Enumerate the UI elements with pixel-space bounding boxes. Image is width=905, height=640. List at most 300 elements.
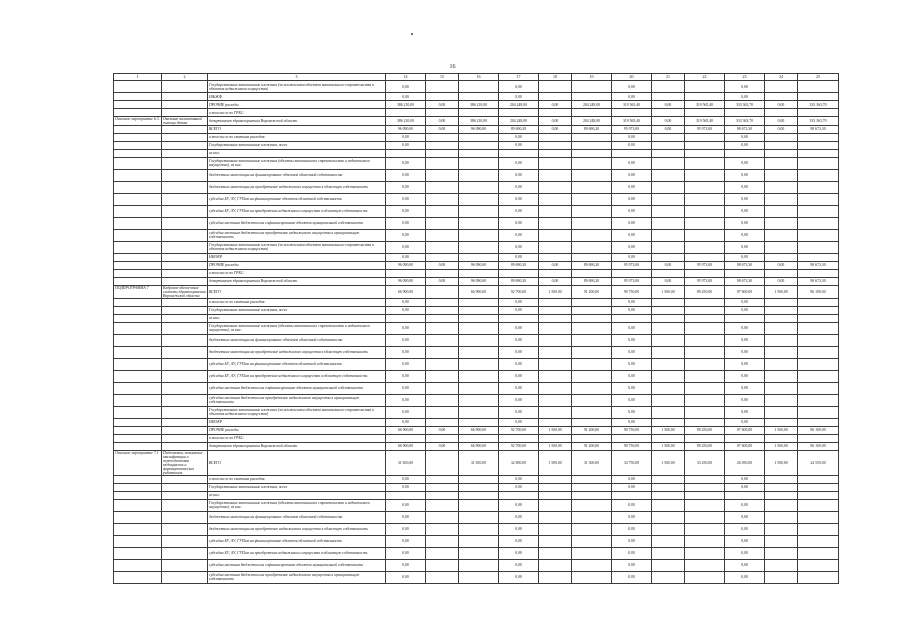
value-cell: 89 690,20	[499, 125, 539, 133]
expense-item-cell: субсидии местным бюджетам на софинансирование объектов муниципальной собственности	[208, 559, 386, 571]
value-cell	[572, 81, 612, 93]
value-cell	[459, 523, 499, 535]
expense-item-cell: Государственные капитальные вложения, всего	[208, 483, 386, 491]
activity-cell	[114, 241, 162, 253]
value-cell	[765, 571, 798, 583]
header-cell: 18	[539, 74, 572, 81]
value-cell: 1 500,00	[539, 442, 572, 450]
value-cell: 0,00	[652, 101, 685, 109]
value-cell	[572, 133, 612, 141]
value-cell: 86 100,00	[798, 285, 839, 298]
value-cell	[426, 358, 459, 370]
value-cell	[539, 217, 572, 229]
value-cell	[765, 306, 798, 314]
value-cell	[685, 253, 725, 261]
value-cell	[539, 370, 572, 382]
value-cell	[539, 93, 572, 101]
value-cell	[652, 394, 685, 406]
value-cell: 0,00	[386, 418, 426, 426]
value-cell	[652, 253, 685, 261]
value-cell	[725, 269, 765, 277]
value-cell	[765, 499, 798, 511]
value-cell	[798, 535, 839, 547]
table-row	[114, 125, 839, 133]
value-cell	[685, 149, 725, 157]
value-cell: 0,00	[725, 306, 765, 314]
value-cell: 95 973,00	[612, 277, 652, 285]
value-cell	[459, 483, 499, 491]
value-cell	[798, 269, 839, 277]
value-cell	[652, 181, 685, 193]
value-cell: 98 673,30	[725, 125, 765, 133]
value-cell: 90 750,00	[612, 285, 652, 298]
value-cell	[652, 109, 685, 117]
value-cell: 319 565,40	[685, 117, 725, 126]
value-cell: 0,00	[725, 382, 765, 394]
value-cell	[539, 394, 572, 406]
value-cell	[685, 298, 725, 306]
value-cell	[652, 382, 685, 394]
value-cell: 0,00	[725, 181, 765, 193]
activity-title-cell	[162, 125, 208, 133]
table-row	[114, 306, 839, 314]
value-cell	[798, 217, 839, 229]
activity-title-cell	[162, 109, 208, 117]
value-cell	[798, 370, 839, 382]
value-cell	[426, 346, 459, 358]
value-cell: 0,00	[725, 406, 765, 418]
value-cell	[459, 535, 499, 547]
value-cell: 0,00	[499, 229, 539, 241]
value-cell	[765, 269, 798, 277]
value-cell	[426, 133, 459, 141]
table-row	[114, 141, 839, 149]
table-row	[114, 109, 839, 117]
activity-title-cell	[162, 322, 208, 334]
activity-title-cell	[162, 346, 208, 358]
value-cell	[765, 322, 798, 334]
value-cell	[539, 253, 572, 261]
value-cell: 204 248,00	[572, 101, 612, 109]
value-cell: 0,00	[612, 217, 652, 229]
value-cell	[426, 217, 459, 229]
value-cell: 0,00	[539, 277, 572, 285]
expense-item-cell: ИЖЖФ	[208, 93, 386, 101]
value-cell: 87 600,00	[725, 442, 765, 450]
activity-title-cell	[162, 358, 208, 370]
value-cell	[798, 571, 839, 583]
value-cell	[798, 334, 839, 346]
value-cell: 92 700,00	[499, 426, 539, 434]
value-cell	[612, 434, 652, 442]
activity-cell	[114, 322, 162, 334]
value-cell: 0,00	[725, 93, 765, 101]
value-cell	[765, 382, 798, 394]
value-cell	[798, 547, 839, 559]
value-cell	[426, 523, 459, 535]
value-cell	[652, 193, 685, 205]
value-cell: 0,00	[725, 205, 765, 217]
value-cell	[459, 499, 499, 511]
value-cell	[572, 547, 612, 559]
activity-cell	[114, 406, 162, 418]
table-row	[114, 193, 839, 205]
table-row	[114, 169, 839, 181]
value-cell	[459, 511, 499, 523]
value-cell	[685, 406, 725, 418]
value-cell	[685, 193, 725, 205]
value-cell	[725, 149, 765, 157]
value-cell	[426, 314, 459, 322]
value-cell	[798, 559, 839, 571]
expense-item-cell: в том числе по статьям расходов:	[208, 475, 386, 483]
table-row	[114, 511, 839, 523]
value-cell	[765, 133, 798, 141]
value-cell	[765, 511, 798, 523]
value-cell	[539, 141, 572, 149]
value-cell	[386, 491, 426, 499]
activity-title-cell	[162, 370, 208, 382]
value-cell: 0,00	[499, 241, 539, 253]
value-cell: 32 800,00	[499, 450, 539, 475]
expense-item-cell: Государственные капитальные вложения, всего	[208, 306, 386, 314]
value-cell	[459, 269, 499, 277]
table-row	[114, 535, 839, 547]
value-cell	[652, 93, 685, 101]
value-cell	[459, 394, 499, 406]
value-cell	[798, 322, 839, 334]
value-cell	[572, 394, 612, 406]
value-cell	[426, 141, 459, 149]
table-row	[114, 426, 839, 434]
value-cell	[572, 418, 612, 426]
value-cell	[765, 253, 798, 261]
activity-title-cell	[162, 511, 208, 523]
activity-title-cell	[162, 426, 208, 434]
value-cell: 0,00	[612, 334, 652, 346]
value-cell: 0,00	[725, 217, 765, 229]
value-cell	[652, 499, 685, 511]
table-row	[114, 491, 839, 499]
value-cell: 0,00	[612, 523, 652, 535]
value-cell	[539, 193, 572, 205]
value-cell	[572, 193, 612, 205]
table-row	[114, 157, 839, 169]
value-cell: 0,00	[612, 382, 652, 394]
value-cell	[765, 93, 798, 101]
value-cell	[426, 535, 459, 547]
value-cell	[539, 382, 572, 394]
value-cell	[426, 571, 459, 583]
value-cell: 95 973,00	[612, 125, 652, 133]
page-number: 16	[449, 64, 456, 70]
activity-cell	[114, 229, 162, 241]
header-cell: 22	[685, 74, 725, 81]
activity-cell	[114, 306, 162, 314]
table-row	[114, 483, 839, 491]
value-cell: 0,00	[725, 229, 765, 241]
value-cell	[652, 298, 685, 306]
value-cell	[459, 205, 499, 217]
activity-title-cell: Оказание паллиативной помощи детям	[162, 117, 208, 126]
value-cell	[426, 491, 459, 499]
value-cell	[539, 109, 572, 117]
activity-title-cell	[162, 101, 208, 109]
value-cell	[459, 217, 499, 229]
value-cell: 98 673,30	[798, 277, 839, 285]
value-cell	[652, 358, 685, 370]
expense-item-cell: бюджетные инвестиции на приобретение недвижимого имущества в областную собственность	[208, 346, 386, 358]
value-cell: 0,00	[386, 370, 426, 382]
value-cell: 0,00	[612, 394, 652, 406]
value-cell: 0,00	[725, 523, 765, 535]
activity-title-cell	[162, 169, 208, 181]
value-cell	[426, 109, 459, 117]
value-cell	[798, 193, 839, 205]
value-cell: 0,00	[426, 117, 459, 126]
value-cell	[765, 535, 798, 547]
value-cell: 0,00	[386, 306, 426, 314]
value-cell: 0,00	[765, 101, 798, 109]
value-cell	[539, 298, 572, 306]
activity-cell	[114, 511, 162, 523]
value-cell	[685, 571, 725, 583]
table-row	[114, 241, 839, 253]
value-cell: 0,00	[612, 229, 652, 241]
value-cell	[499, 269, 539, 277]
value-cell: 0,00	[386, 217, 426, 229]
table-row	[114, 358, 839, 370]
value-cell	[652, 491, 685, 499]
value-cell: 0,00	[426, 101, 459, 109]
value-cell: 333 363,70	[725, 117, 765, 126]
value-cell	[765, 314, 798, 322]
value-cell	[652, 241, 685, 253]
value-cell	[499, 491, 539, 499]
value-cell	[572, 491, 612, 499]
value-cell: 0,00	[386, 181, 426, 193]
value-cell: 0,00	[499, 322, 539, 334]
value-cell: 96 090,00	[386, 277, 426, 285]
scan-speck	[411, 33, 413, 35]
table-row	[114, 523, 839, 535]
expense-item-cell: Государственные капитальные вложения (за исключением объектов капитального строительства и объектов недвижимого имущества)	[208, 81, 386, 93]
value-cell	[539, 133, 572, 141]
value-cell: 0,00	[499, 157, 539, 169]
value-cell	[652, 346, 685, 358]
value-cell: 0,00	[499, 169, 539, 181]
value-cell	[765, 475, 798, 483]
value-cell: 89 690,20	[499, 261, 539, 269]
value-cell: 24 550,00	[798, 450, 839, 475]
value-cell: 0,00	[386, 499, 426, 511]
activity-cell	[114, 133, 162, 141]
value-cell: 31 650,00	[459, 450, 499, 475]
expense-item-cell: Государственные капитальные вложения (объекты капитального строительства и недвижимого имущества), из них:	[208, 157, 386, 169]
value-cell: 0,00	[499, 535, 539, 547]
value-cell	[459, 475, 499, 483]
activity-cell	[114, 193, 162, 205]
value-cell: 0,00	[612, 475, 652, 483]
activity-title-cell	[162, 133, 208, 141]
value-cell	[572, 269, 612, 277]
value-cell: 0,00	[612, 298, 652, 306]
value-cell: 1 500,00	[539, 426, 572, 434]
value-cell	[652, 169, 685, 181]
value-cell: 1 500,00	[652, 450, 685, 475]
value-cell: 0,00	[539, 125, 572, 133]
value-cell: 0,00	[499, 253, 539, 261]
value-cell: 0,00	[426, 277, 459, 285]
value-cell: 0,00	[386, 334, 426, 346]
value-cell: 204 248,00	[499, 101, 539, 109]
activity-cell	[114, 523, 162, 535]
value-cell: 0,00	[386, 229, 426, 241]
value-cell: 0,00	[652, 261, 685, 269]
value-cell: 0,00	[499, 418, 539, 426]
value-cell: 0,00	[612, 157, 652, 169]
value-cell: 98 673,30	[725, 261, 765, 269]
value-cell: 96 090,00	[459, 125, 499, 133]
activity-cell	[114, 81, 162, 93]
value-cell: 0,00	[725, 535, 765, 547]
table-row	[114, 334, 839, 346]
value-cell	[459, 193, 499, 205]
value-cell	[765, 109, 798, 117]
value-cell	[539, 511, 572, 523]
value-cell	[652, 547, 685, 559]
activity-cell	[114, 442, 162, 450]
activity-cell	[114, 149, 162, 157]
value-cell	[765, 358, 798, 370]
expense-item-cell: субсидии местным бюджетам на приобретение недвижимого имущества в муниципальную собственность	[208, 394, 386, 406]
value-cell	[798, 406, 839, 418]
value-cell	[572, 181, 612, 193]
activity-title-cell	[162, 149, 208, 157]
expense-item-cell: Государственные капитальные вложения (объекты капитального строительства и недвижимого имущества), из них:	[208, 322, 386, 334]
value-cell	[798, 149, 839, 157]
value-cell: 0,00	[612, 205, 652, 217]
value-cell	[539, 346, 572, 358]
value-cell: 0,00	[725, 133, 765, 141]
value-cell: 0,00	[725, 499, 765, 511]
activity-cell	[114, 358, 162, 370]
value-cell	[572, 434, 612, 442]
table-row	[114, 133, 839, 141]
value-cell: 0,00	[499, 93, 539, 101]
table-row	[114, 269, 839, 277]
value-cell: 0,00	[612, 133, 652, 141]
value-cell	[426, 475, 459, 483]
value-cell: 0,00	[499, 559, 539, 571]
value-cell	[685, 346, 725, 358]
value-cell: 0,00	[499, 193, 539, 205]
activity-title-cell	[162, 157, 208, 169]
value-cell	[612, 149, 652, 157]
value-cell: 0,00	[386, 535, 426, 547]
expense-item-cell: субсидии БУ, АУ, ГУПам на финансирование объектов областной собственности	[208, 193, 386, 205]
value-cell	[426, 406, 459, 418]
expense-item-cell: из них:	[208, 314, 386, 322]
activity-cell	[114, 253, 162, 261]
value-cell: 0,00	[386, 133, 426, 141]
value-cell	[459, 559, 499, 571]
activity-title-cell	[162, 81, 208, 93]
value-cell	[652, 406, 685, 418]
activity-title-cell	[162, 277, 208, 285]
value-cell	[539, 157, 572, 169]
value-cell: 0,00	[652, 125, 685, 133]
value-cell	[652, 322, 685, 334]
value-cell: 0,00	[612, 322, 652, 334]
value-cell: 1 500,00	[765, 450, 798, 475]
value-cell: 0,00	[499, 394, 539, 406]
value-cell: 90 750,00	[612, 442, 652, 450]
value-cell	[652, 229, 685, 241]
expense-item-cell: субсидии местным бюджетам на софинансирование объектов муниципальной собственности	[208, 382, 386, 394]
table-row	[114, 205, 839, 217]
value-cell	[499, 434, 539, 442]
table-row	[114, 450, 839, 475]
value-cell: 0,00	[612, 141, 652, 149]
value-cell	[426, 511, 459, 523]
value-cell	[652, 523, 685, 535]
value-cell	[685, 434, 725, 442]
value-cell: 0,00	[612, 358, 652, 370]
value-cell: 0,00	[499, 571, 539, 583]
value-cell	[652, 141, 685, 149]
value-cell: 0,00	[725, 193, 765, 205]
value-cell: 1 500,00	[765, 426, 798, 434]
value-cell	[685, 181, 725, 193]
value-cell	[798, 418, 839, 426]
value-cell	[572, 406, 612, 418]
value-cell: 0,00	[499, 306, 539, 314]
header-cell: 2	[162, 74, 208, 81]
activity-cell	[114, 109, 162, 117]
expense-item-cell: в том числе по ГРБС:	[208, 269, 386, 277]
expense-item-cell: из них:	[208, 149, 386, 157]
value-cell	[765, 217, 798, 229]
activity-cell	[114, 382, 162, 394]
value-cell: 0,00	[426, 442, 459, 450]
value-cell	[572, 229, 612, 241]
value-cell	[685, 322, 725, 334]
value-cell	[539, 418, 572, 426]
expense-item-cell: НИОКР	[208, 418, 386, 426]
value-cell	[685, 334, 725, 346]
value-cell: 0,00	[386, 157, 426, 169]
value-cell: 89 690,20	[572, 277, 612, 285]
value-cell: 0,00	[612, 193, 652, 205]
value-cell: 386 210,00	[459, 117, 499, 126]
value-cell	[652, 483, 685, 491]
value-cell: 0,00	[725, 141, 765, 149]
value-cell	[725, 434, 765, 442]
value-cell: 0,00	[652, 117, 685, 126]
value-cell	[798, 241, 839, 253]
value-cell: 1 500,00	[539, 285, 572, 298]
value-cell: 66 900,00	[459, 442, 499, 450]
activity-cell	[114, 499, 162, 511]
value-cell	[798, 523, 839, 535]
value-cell	[459, 298, 499, 306]
value-cell	[765, 483, 798, 491]
value-cell	[426, 269, 459, 277]
expense-item-cell: Государственные капитальные вложения, всего	[208, 141, 386, 149]
value-cell: 0,00	[765, 261, 798, 269]
value-cell	[685, 314, 725, 322]
